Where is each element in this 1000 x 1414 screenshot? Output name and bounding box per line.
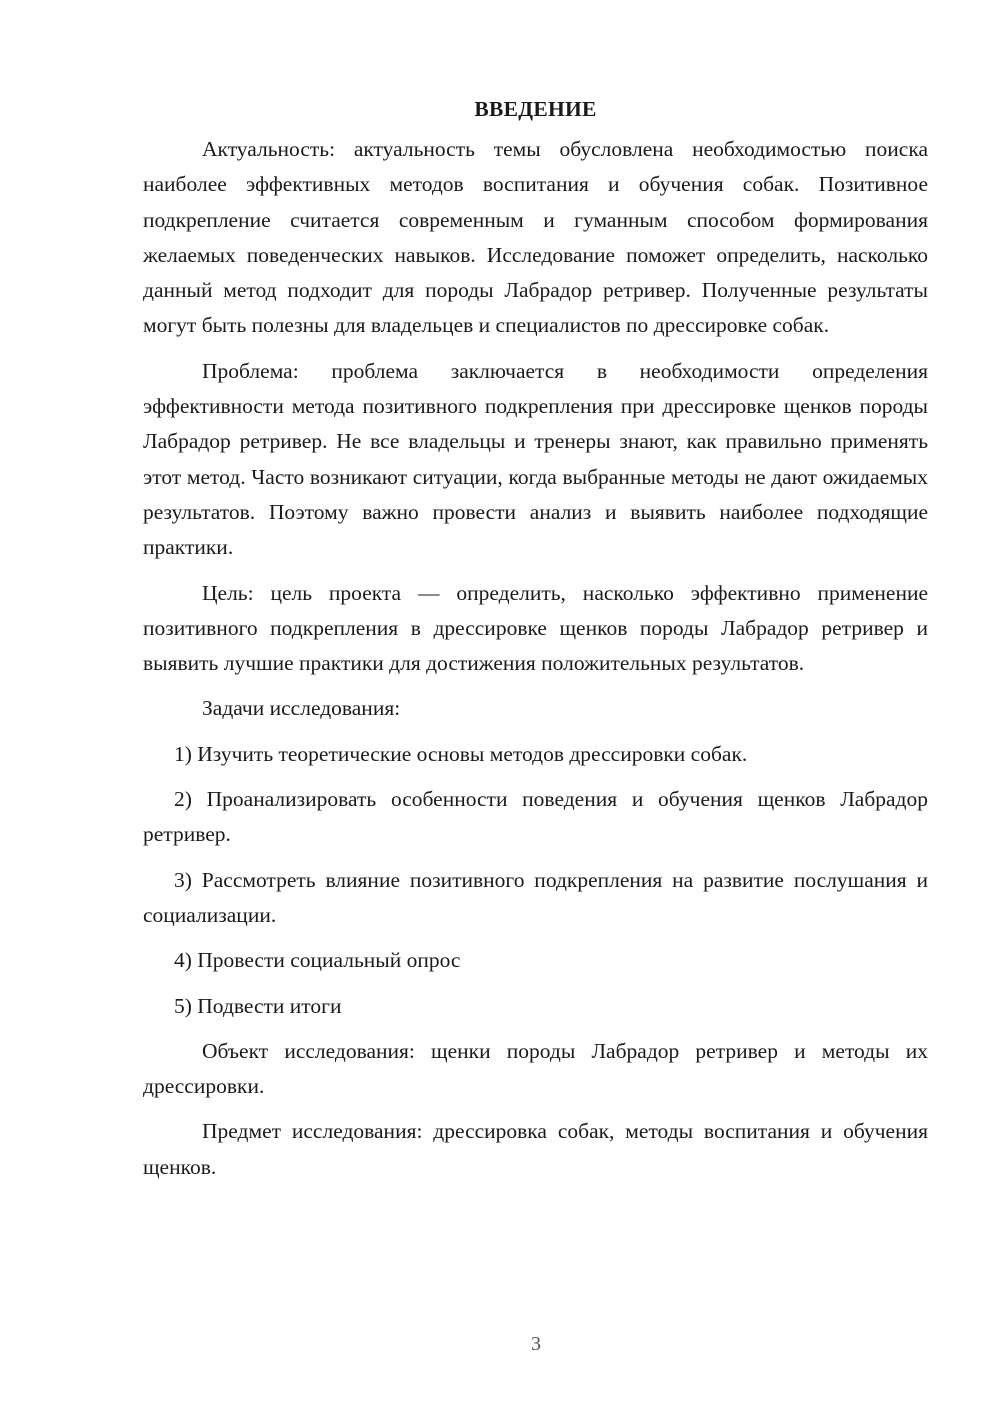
goal-paragraph: Цель: цель проекта — определить, насколько эффективно применение позитивного подкрепления в дрессировке щенков породы Лабрадор ретривер и выявить лучшие практики для достижения положительных результатов. <box>143 580 928 676</box>
tasks-heading: Задачи исследования: <box>202 696 401 721</box>
task-item-3: 3) Рассмотреть влияние позитивного подкрепления на развитие послушания и социализации. <box>143 867 928 927</box>
page-number: 3 <box>531 1333 541 1355</box>
problem-paragraph: Проблема: проблема заключается в необходимости определения эффективности метода позитивного подкрепления при дрессировке щенков породы Лабрадор ретривер. Не все владельцы и тренеры знают, как правильно применять этот метод. Часто возникают ситуации, когда выбранные методы не дают ожидаемых результатов. Поэтому важно провести анализ и выявить наиболее подходящие практики. <box>143 358 928 560</box>
task-item-2: 2) Проанализировать особенности поведения и обучения щенков Лабрадор ретривер. <box>143 787 928 847</box>
task-item-4: 4) Провести социальный опрос <box>174 948 461 973</box>
document-page <box>143 92 928 1195</box>
page-title: ВВЕДЕНИЕ <box>474 97 597 121</box>
relevance-paragraph: Актуальность: актуальность темы обусловлена необходимостью поиска наиболее эффективных методов воспитания и обучения собак. Позитивное подкрепление считается современным и гуманным способом формирования желаемых поведенческих навыков. Исследование поможет определить, насколько данный метод подходит для породы Лабрадор ретривер. Полученные результаты могут быть полезны для владельцев и специалистов по дрессировке собак. <box>143 137 928 338</box>
object-paragraph: Объект исследования: щенки породы Лабрадор ретривер и методы их дрессировки. <box>143 1038 928 1099</box>
subject-paragraph: Предмет исследования: дрессировка собак, методы воспитания и обучения щенков. <box>143 1119 928 1179</box>
task-item-1: 1) Изучить теоретические основы методов дрессировки собак. <box>174 741 748 766</box>
task-item-5: 5) Подвести итоги <box>174 993 342 1018</box>
